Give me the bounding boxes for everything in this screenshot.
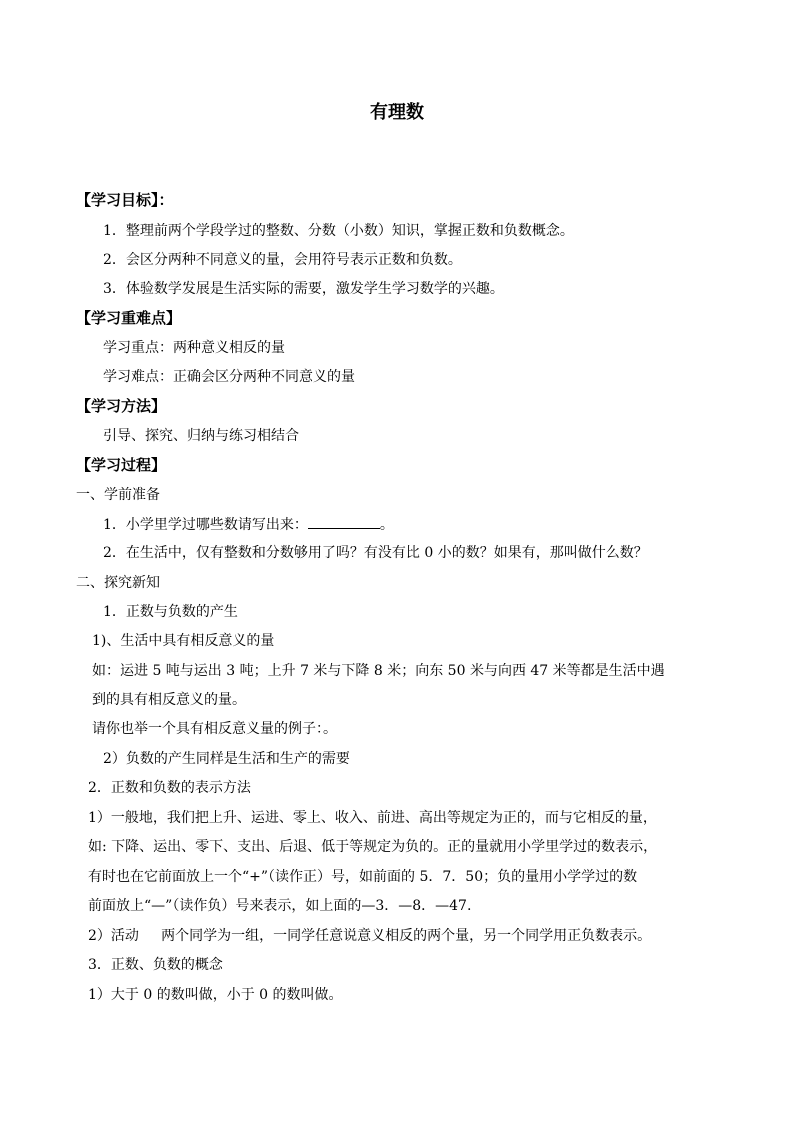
question-1-text: 1．小学里学过哪些数请写出来： bbox=[103, 517, 308, 533]
question-1-end: 。 bbox=[379, 517, 394, 533]
process-heading: 【学习过程】 bbox=[76, 456, 167, 474]
representation-line-4: 前面放上“—”（读作负）号来表示，如上面的—3．—8．—47. bbox=[88, 898, 472, 914]
question-1 bbox=[103, 514, 394, 535]
example-line-1: 如：运进 5 吨与运出 3 吨；上升 7 米与下降 8 米；向东 50 米与向西 47 米等都是生活中遇 bbox=[92, 663, 665, 679]
representation-line-2: 如: 下降、运出、零下、支出、后退、低于等规定为负的。正的量就用小学里学过的数表示， bbox=[88, 839, 658, 855]
sub2-title: 2．正数和负数的表示方法 bbox=[88, 780, 251, 796]
concept-line: 1）大于 0 的数叫做，小于 0 的数叫做。 bbox=[88, 987, 343, 1003]
part2-title: 二、探究新知 bbox=[76, 575, 160, 591]
keypoint-difficulty: 学习难点：正确会区分两种不同意义的量 bbox=[103, 369, 355, 385]
part1-title: 一、学前准备 bbox=[76, 487, 160, 503]
representation-line-1: 1）一般地，我们把上升、运进、零上、收入、前进、高出等规定为正的，而与它相反的量， bbox=[88, 810, 657, 826]
sub1-1-title: 1)、生活中具有相反意义的量 bbox=[92, 633, 275, 649]
method-text: 引导、探究、归纳与练习相结合 bbox=[103, 428, 299, 444]
representation-line-3: 有时也在它前面放上一个“+”（读作正）号，如前面的 5．7．50；负的量用小学学过的数 bbox=[88, 869, 638, 885]
keypoints-heading: 【学习重难点】 bbox=[76, 309, 182, 327]
activity-line: 2）活动 两个同学为一组，一同学任意说意义相反的两个量，另一个同学用正负数表示。 bbox=[88, 928, 652, 944]
sub1-2-title: 2）负数的产生同样是生活和生产的需要 bbox=[103, 751, 350, 767]
keypoint-focus: 学习重点：两种意义相反的量 bbox=[103, 340, 285, 356]
goals-heading: 【学习目标】： bbox=[76, 191, 174, 209]
question-2: 2．在生活中，仅有整数和分数够用了吗？有没有比 0 小的数？如果有，那叫做什么数？ bbox=[103, 545, 648, 561]
sub3-title: 3．正数、负数的概念 bbox=[88, 957, 223, 973]
answer-blank bbox=[308, 514, 380, 529]
document-title: 有理数 bbox=[370, 102, 424, 123]
ask-example: 请你也举一个具有相反意义量的例子：。 bbox=[92, 721, 337, 737]
method-heading: 【学习方法】 bbox=[76, 397, 167, 415]
goal-item-3: 3．体验数学发展是生活实际的需要，激发学生学习数学的兴趣。 bbox=[103, 281, 504, 297]
goal-item-1: 1．整理前两个学段学过的整数、分数（小数）知识，掌握正数和负数概念。 bbox=[103, 223, 574, 239]
example-line-2: 到的具有相反意义的量。 bbox=[92, 692, 246, 708]
goal-item-2: 2．会区分两种不同意义的量，会用符号表示正数和负数。 bbox=[103, 252, 462, 268]
sub1-title: 1．正数与负数的产生 bbox=[103, 604, 238, 620]
